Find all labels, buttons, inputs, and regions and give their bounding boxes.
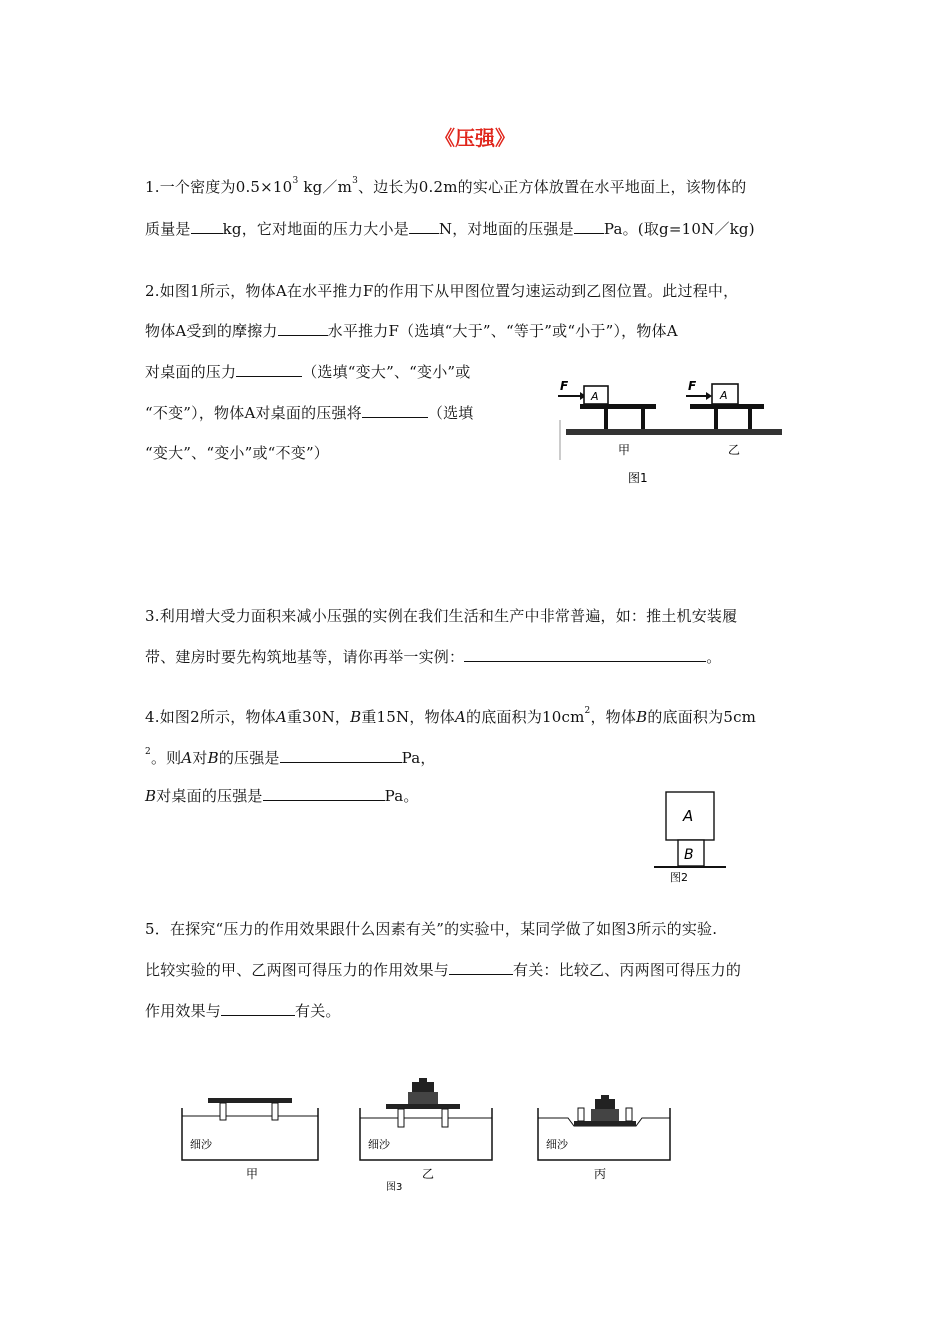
figure-caption: 图3 — [386, 1182, 403, 1193]
table-top — [580, 404, 656, 409]
q1-line1: 1.一个密度为$0.5\times 10^3$ $kg/m^3$、边长为0.2m的实心正方体放置在水平地面上，该物体的 — [145, 176, 747, 196]
q2-line1: 2.如图1所示，物体A在水平推力F的作用下从甲图位置匀速运动到乙图位置。此过程中， — [145, 282, 739, 300]
experiment-label: 丙 — [594, 1167, 607, 1181]
sand-label: 细沙 — [190, 1138, 212, 1151]
answer-blank[interactable] — [191, 219, 223, 234]
table-top — [690, 404, 764, 409]
q2-line4: “不变”），物体A对桌面的压强将 （选填 — [145, 404, 474, 422]
force-label: F — [688, 379, 697, 393]
block-b-label: B — [684, 847, 694, 863]
page-title: 《压强》 — [435, 126, 515, 150]
answer-blank[interactable] — [449, 960, 513, 975]
sand-label: 细沙 — [368, 1138, 390, 1151]
block-label: A — [720, 389, 728, 402]
experiment-jia — [182, 1098, 318, 1181]
table-leg — [714, 409, 718, 429]
q5-line1: 5．在探究“压力的作用效果跟什么因素有关”的实验中，某同学做了如图3所示的实验. — [145, 920, 718, 938]
figure-caption: 图2 — [670, 871, 688, 884]
force-label: F — [560, 379, 569, 393]
ground — [566, 429, 678, 435]
answer-blank[interactable] — [574, 219, 604, 234]
block-label: A — [591, 390, 599, 403]
answer-blank[interactable] — [263, 786, 385, 801]
figure-3 — [170, 1074, 690, 1194]
q4-line2: $^2$。则A对B的压强是 Pa， — [145, 747, 436, 767]
q4-line1: 4.如图2所示，物体A重30N，B重15N，物体A的底面积为$10cm^2$，物体B的底面积为5cm — [145, 706, 757, 726]
q5-line3: 作用效果与 有关。 — [145, 1002, 341, 1020]
q2-line5: “变大”、“变小”或“不变”） — [145, 444, 330, 462]
arrowhead — [706, 392, 712, 400]
table-leg — [748, 409, 752, 429]
sand-label: 细沙 — [546, 1138, 568, 1151]
answer-blank[interactable] — [362, 403, 428, 418]
figure-label-right: 乙 — [728, 443, 741, 457]
q5-line2: 比较实验的甲、乙两图可得压力的作用效果与 有关：比较乙、丙两图可得压力的 — [145, 961, 742, 979]
answer-blank[interactable] — [464, 647, 706, 662]
experiment-yi — [360, 1078, 492, 1181]
answer-blank[interactable] — [221, 1001, 295, 1016]
q2-line3: 对桌面的压力 （选填“变大”、“变小”或 — [145, 363, 471, 381]
q1-line2: 质量是 kg，它对地面的压力大小是 N，对地面的压强是 Pa。(取g=10N／kg) — [145, 220, 755, 238]
q3-line1: 3.利用增大受力面积来减小压强的实例在我们生活和生产中非常普遍，如：推土机安装履 — [145, 607, 738, 625]
answer-blank[interactable] — [236, 362, 302, 377]
figure-1 — [540, 370, 810, 490]
answer-blank[interactable] — [280, 748, 402, 763]
q2-line2: 物体A受到的摩擦力 水平推力F（选填“大于”、“等于”或“小于”），物体A — [145, 322, 678, 340]
experiment-label: 乙 — [422, 1167, 435, 1181]
figure-caption: 图1 — [628, 471, 648, 485]
experiment-label: 甲 — [246, 1167, 259, 1181]
q3-line2: 带、建房时要先构筑地基等，请你再举一实例： 。 — [145, 648, 722, 666]
answer-blank[interactable] — [409, 219, 439, 234]
experiment-bing — [538, 1095, 670, 1181]
figure-2 — [650, 788, 730, 888]
table-leg — [641, 409, 645, 429]
figure-label-left: 甲 — [618, 443, 631, 457]
table-leg — [604, 409, 608, 429]
answer-blank[interactable] — [278, 321, 328, 336]
ground — [674, 429, 782, 435]
block-a-label: A — [683, 807, 694, 825]
q4-line3: B对桌面的压强是 Pa。 — [145, 787, 419, 805]
